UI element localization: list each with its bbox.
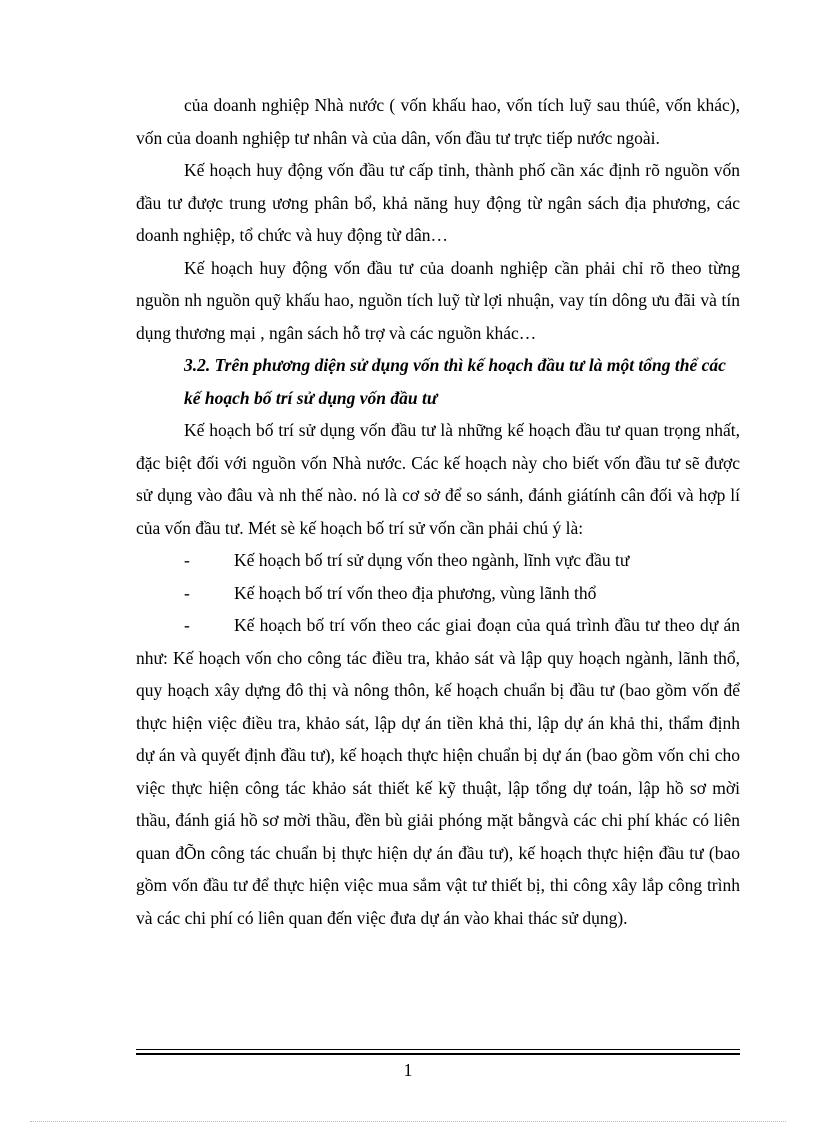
page-bottom-border (30, 1121, 786, 1122)
footer-rule-thin (136, 1049, 740, 1050)
page-number: 1 (403, 1060, 413, 1080)
bullet-text: Kế hoạch bố trí vốn theo các giai đoạn của quá trình đầu tư theo dự án như: Kế hoạch vốn cho công tác điều tra, khảo sát và lập quy hoạch ngành, lãnh thổ, quy hoạch xây dựng đô thị và nông thôn, kế hoạch chuẩn bị đầu tư (bao gồm vốn để thực hiện việc điều tra, khảo sát, lập dự án tiền khả thi, lập dự án khả thi, thẩm định dự án và quyết định đầu tư), kế hoạch thực hiện chuẩn bị dự án (bao gồm vốn chi cho việc thực hiện công tác khảo sát thiết kế kỹ thuật, lập tổng dự toán, lập hồ sơ mời thầu, đánh giá hồ sơ mời thầu, đền bù giải phóng mặt bằngvà các chi phí khác có liên quan đÕn công tác chuẩn bị thực hiện dự án đầu tư), kế hoạch thực hiện đầu tư (bao gồm vốn đầu tư để thực hiện việc mua sắm vật tư thiết bị, thi công xây lắp công trình và các chi phí có liên quan đến việc đưa dự án vào khai thác sử dụng). (136, 615, 740, 928)
bullet-dash: - (184, 582, 190, 603)
bullet-dash: - (184, 615, 190, 635)
paragraph-continued: của doanh nghiệp Nhà nước ( vốn khấu hao, vốn tích luỹ sau thúê, vốn khác), vốn của doanh nghiệp tư nhân và của dân, vốn đầu tư trực tiếp nước ngoài. (136, 95, 740, 148)
bullet-dash: - (184, 550, 190, 570)
bullet-text: Kế hoạch bố trí vốn theo địa phương, vùng lãnh thổ (234, 582, 597, 603)
bullet-text: Kế hoạch bố trí sử dụng vốn theo ngành, lĩnh vực đầu tư (234, 550, 630, 570)
page-body (136, 89, 740, 934)
bullet-item-sector (136, 544, 740, 577)
paragraph-allocation-plan: Kế hoạch bố trí sử dụng vốn đầu tư là những kế hoạch đầu tư quan trọng nhất, đặc biệt đối với nguồn vốn Nhà nước. Các kế hoạch này cho biết vốn đầu tư sẽ được sử dụng vào đâu và nh thế nào. nó là cơ sở để so sánh, đánh giátính cân đối và hợp lí của vốn đầu tư. Mét sè kế hoạch bố trí sử vốn cần phải chú ý là: (136, 420, 740, 538)
bullet-item-region (136, 577, 740, 610)
footer-rule-thick (136, 1053, 740, 1055)
paragraph-enterprise-plan: Kế hoạch huy động vốn đầu tư của doanh nghiệp cần phải chỉ rõ theo từng nguồn nh nguồn quỹ khấu hao, nguồn tích luỹ từ lợi nhuận, vay tín dông ưu đãi và tín dụng thương mại , ngân sách hỗ trợ và các nguồn khác… (136, 257, 740, 343)
section-heading-3-2: 3.2. Trên phương diện sử dụng vốn thì kế hoạch đầu tư là một tổng thể các kế hoạch bố trí sử dụng vốn đầu tư (184, 355, 726, 408)
paragraph-provincial-plan: Kế hoạch huy động vốn đầu tư cấp tỉnh, thành phố cần xác định rõ nguồn vốn đầu tư được trung ương phân bổ, khả năng huy động từ ngân sách địa phương, các doanh nghiệp, tổ chức và huy động từ dân… (136, 160, 740, 245)
bullet-item-stages (136, 609, 740, 934)
